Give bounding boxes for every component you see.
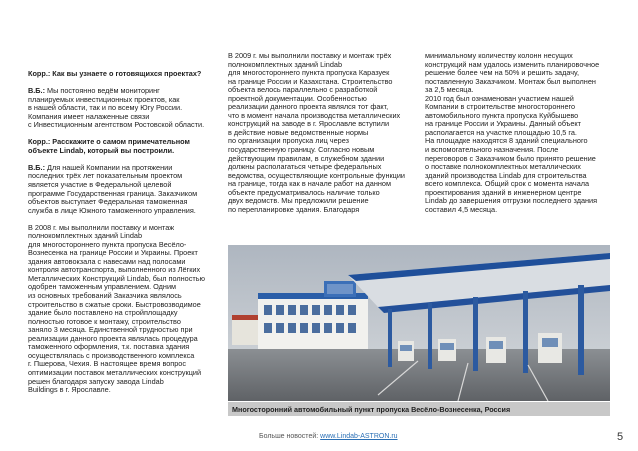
answer-2: В.Б.: Для нашей Компании на протяжении последних трёх лет показательным проектом является участие в Федеральной целевой программе Государственная граница. Заказчиком объектов выступает Федеральная таможенная служба в лице Южного таможенного управления.	[28, 162, 198, 215]
column-3	[425, 52, 611, 214]
page-footer	[0, 431, 638, 445]
answer-1: В.Б.: Мы постоянно ведём мониторинг планируемых инвестиционных проектов, как в нашей области, так и по всему Югу России. Компания имеет налаженные связи с Инвестиционным агентством Ростовской области.	[28, 86, 205, 130]
question-1: Корр.: Как вы узнаете о готовящихся проектах?	[28, 69, 202, 78]
border-checkpoint-photo	[228, 245, 610, 401]
photo-caption-bar	[228, 402, 610, 416]
paragraph-2008: В 2008 г. мы выполнили поставку и монтаж полнокомплектных зданий Lindab для многостороннего пункта пропуска Весёло- Вознесенка на границе России и Украины. Проект здания автовокзала с навесами над полосами контроля автотранспорта, выполненного из Лёгких Металлических Конструкций Lindab, был полностью одобрен таможенным управлением. Одним из основных требований Заказчика являлось строительство в сжатые сроки. Быстровозводимое здание было поставлено на стройплощадку полностью готовое к монтажу, строительство заняло 3 месяца. Единственной трудностью при реализации данного проекта являлась процедура таможенного оформления, т.к. поставка здания осуществлялась с производственного комплекса г. Пшерова, Чехия. В настоящее время вопрос оптимизации поставок металлических конструкций решен благодаря запуску завода Lindab Buildings в г. Ярославле.	[28, 222, 205, 395]
photo-caption: Многосторонний автомобильный пункт пропуска Весёло-Вознесенка, Россия	[232, 405, 511, 414]
website-link[interactable]: www.Lindab-ASTRON.ru	[320, 433, 398, 440]
page-number: 5	[617, 431, 624, 443]
paragraph-2009: В 2009 г. мы выполнили поставку и монтаж трёх полнокомплектных зданий Lindab для многостороннего пункта пропуска Каразуек на границе России и Казахстана. Строительство объекта велось параллельно с разработкой проектной документации. Особенностью реализации данного проекта являлся тот факт, что в момент начала производства металлических конструкций на заводе в г. Ярославле вступили в действие новые ведомственные нормы по организации пропуска лиц через государственную границу. Согласно новым действующим правилам, в служебном здании должны располагаться четыре федеральных ведомства, осуществляющие контрольные функции на границе, тогда как в начале работ на данном объекте предусматривалось наличие только двух ведомств. Мы предложили решение по перепланировке здания. Благодаря	[228, 51, 406, 214]
answer-2-label: В.Б.:	[28, 162, 45, 172]
checkpoint-illustration	[228, 245, 610, 401]
question-2: Корр.: Расскажите о самом примечательном объекте Lindab, который вы построили.	[28, 137, 190, 155]
column-2	[228, 52, 414, 214]
column-1	[28, 70, 214, 395]
answer-1-label: В.Б.:	[28, 86, 45, 96]
footer-text: Больше новостей: www.Lindab-ASTRON.ru	[259, 433, 398, 440]
paragraph-2010: минимальному количеству колонн несущих конструкций нам удалось изменить планировочное решение более чем на 50% и решить задачу, поставленную Заказчиком. Монтаж был выполнен за 2,5 месяца. 2010 год был ознаменован участием нашей Компании в строительстве многостороннего автомобильного пункта пропуска Куйбышево на границе России и Украины. Данный объект располагается на участке площадью 10,5 га. На площадке находятся 8 зданий специального и вспомогательного назначения. После переговоров с Заказчиком было принято решение о поставке полнокомплектных металлических зданий производства Lindab для строительства всего комплекса. Общий срок с момента начала проектирования зданий в инженерном центре Lindab до завершения отгрузки последнего здания составил 4,5 месяца.	[425, 51, 600, 214]
